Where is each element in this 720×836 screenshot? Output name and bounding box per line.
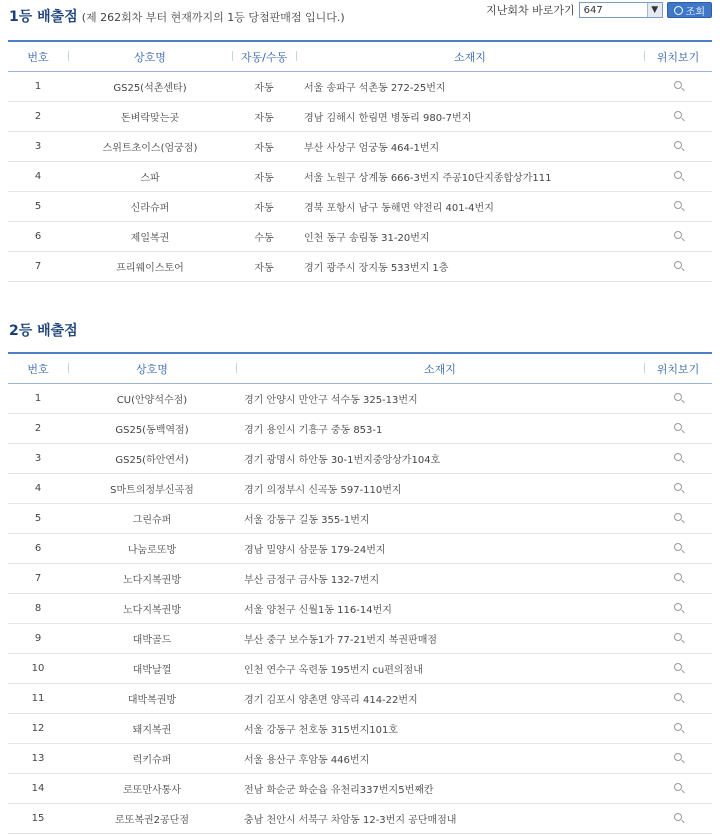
header-type (232, 41, 296, 72)
header-location-text: 위치보기 (656, 362, 700, 376)
store-address: 서울 강동구 길동 355-1번지 (236, 504, 644, 534)
second-prize-title: 2등 배출점 (9, 323, 78, 339)
store-address: 인천 연수구 옥련동 195번지 cu편의점내 (236, 654, 644, 684)
table-row (8, 564, 712, 594)
section-title-text: 1등 배출점 (9, 9, 78, 25)
row-number: 5 (8, 504, 68, 534)
location-cell (644, 774, 712, 804)
round-select-value: 647 (583, 4, 603, 16)
magnifier-icon[interactable] (674, 633, 682, 641)
section-subtitle: (제 262회차 부터 현재까지의 1등 당첨판매점 입니다.) (81, 11, 345, 24)
location-cell (644, 684, 712, 714)
magnifier-icon[interactable] (674, 603, 682, 611)
location-cell (644, 804, 712, 834)
store-name: 노다지복권방 (68, 564, 236, 594)
store-name: 돈벼락맞는곳 (68, 102, 232, 132)
row-number: 6 (8, 534, 68, 564)
row-number: 3 (8, 132, 68, 162)
store-name: 노다지복권방 (68, 594, 236, 624)
store-address: 경기 용인시 기흥구 중동 853-1 (236, 414, 644, 444)
row-number: 4 (8, 474, 68, 504)
table-row (8, 222, 712, 252)
store-address: 경기 광주시 장지동 533번지 1층 (296, 252, 644, 282)
header-name (68, 353, 236, 384)
magnifier-icon[interactable] (674, 783, 682, 791)
store-name: 스위트초이스(엄궁점) (68, 132, 232, 162)
pick-type: 자동 (232, 252, 296, 282)
magnifier-icon[interactable] (674, 171, 682, 179)
location-cell (644, 504, 712, 534)
magnifier-icon[interactable] (674, 723, 682, 731)
store-name: 돼지복권 (68, 714, 236, 744)
row-number: 13 (8, 744, 68, 774)
header-address (236, 353, 644, 384)
table-row (8, 192, 712, 222)
location-cell (644, 102, 712, 132)
magnifier-icon[interactable] (674, 81, 682, 89)
location-cell (644, 132, 712, 162)
header-address-text: 소재지 (424, 362, 456, 376)
store-name: GS25(동백역점) (68, 414, 236, 444)
row-number: 1 (8, 72, 68, 102)
table-header-row (8, 41, 712, 72)
table-row (8, 654, 712, 684)
row-number: 5 (8, 192, 68, 222)
location-cell (644, 384, 712, 414)
location-cell (644, 414, 712, 444)
location-cell (644, 594, 712, 624)
magnifier-icon[interactable] (674, 141, 682, 149)
location-cell (644, 624, 712, 654)
table-row (8, 774, 712, 804)
row-number: 14 (8, 774, 68, 804)
row-number: 1 (8, 384, 68, 414)
second-prize-header (0, 318, 720, 352)
row-number: 2 (8, 414, 68, 444)
header-address (296, 41, 644, 72)
store-name: 그린슈퍼 (68, 504, 236, 534)
search-icon (674, 6, 683, 15)
magnifier-icon[interactable] (674, 543, 682, 551)
row-number: 10 (8, 654, 68, 684)
table-row (8, 72, 712, 102)
store-address: 경북 포항시 남구 동해면 약전리 401-4번지 (296, 192, 644, 222)
magnifier-icon[interactable] (674, 111, 682, 119)
magnifier-icon[interactable] (674, 393, 682, 401)
table-row (8, 444, 712, 474)
header-name-text: 상호명 (134, 50, 166, 64)
row-number: 15 (8, 804, 68, 834)
first-prize-header (0, 0, 720, 40)
store-address: 경남 김해시 한림면 병동리 980-7번지 (296, 102, 644, 132)
magnifier-icon[interactable] (674, 201, 682, 209)
store-name: 대박골드 (68, 624, 236, 654)
magnifier-icon[interactable] (674, 513, 682, 521)
magnifier-icon[interactable] (674, 423, 682, 431)
store-name: 스파 (68, 162, 232, 192)
header-type-text: 자동/수동 (240, 50, 288, 64)
table-row (8, 534, 712, 564)
location-cell (644, 714, 712, 744)
location-cell (644, 192, 712, 222)
search-button[interactable] (667, 2, 712, 18)
table-row (8, 252, 712, 282)
table-row (8, 684, 712, 714)
store-address: 서울 강동구 천호동 315번지101호 (236, 714, 644, 744)
location-cell (644, 474, 712, 504)
store-name: 로또복권2공단점 (68, 804, 236, 834)
round-select[interactable] (579, 2, 663, 18)
row-number: 6 (8, 222, 68, 252)
pick-type: 자동 (232, 162, 296, 192)
store-name: 대박날껄 (68, 654, 236, 684)
store-address: 부산 중구 보수동1가 77-21번지 복권판매점 (236, 624, 644, 654)
row-number: 3 (8, 444, 68, 474)
store-address: 경기 의정부시 신곡동 597-110번지 (236, 474, 644, 504)
header-location (644, 353, 712, 384)
row-number: 11 (8, 684, 68, 714)
table-row (8, 102, 712, 132)
store-name: GS25(석촌센타) (68, 72, 232, 102)
round-jump (486, 2, 712, 18)
magnifier-icon[interactable] (674, 663, 682, 671)
store-name: 나눔로또방 (68, 534, 236, 564)
store-address: 서울 노원구 상계동 666-3번지 주공10단지종합상가111 (296, 162, 644, 192)
header-address-text: 소재지 (454, 50, 486, 64)
table-row (8, 474, 712, 504)
magnifier-icon[interactable] (674, 693, 682, 701)
table-row (8, 504, 712, 534)
store-address: 서울 양천구 신월1동 116-14번지 (236, 594, 644, 624)
table-row (8, 414, 712, 444)
store-address: 서울 용산구 후암동 446번지 (236, 744, 644, 774)
location-cell (644, 534, 712, 564)
row-number: 8 (8, 594, 68, 624)
table-row (8, 624, 712, 654)
store-address: 부산 사상구 엄궁동 464-1번지 (296, 132, 644, 162)
magnifier-icon[interactable] (674, 753, 682, 761)
magnifier-icon[interactable] (674, 231, 682, 239)
magnifier-icon[interactable] (674, 813, 682, 821)
header-location (644, 41, 712, 72)
store-name: 프리웨이스토어 (68, 252, 232, 282)
first-prize-table (8, 40, 712, 282)
chevron-down-icon[interactable]: ▼ (647, 3, 662, 17)
header-name (68, 41, 232, 72)
header-name-text: 상호명 (136, 362, 168, 376)
header-no: 번호 (8, 41, 68, 72)
store-name: 신라슈퍼 (68, 192, 232, 222)
header-no: 번호 (8, 353, 68, 384)
table-row (8, 744, 712, 774)
store-address: 경남 밀양시 삼문동 179-24번지 (236, 534, 644, 564)
pick-type: 자동 (232, 72, 296, 102)
row-number: 4 (8, 162, 68, 192)
table-row (8, 132, 712, 162)
first-prize-title (9, 6, 345, 26)
location-cell (644, 72, 712, 102)
magnifier-icon[interactable] (674, 573, 682, 581)
table-row (8, 714, 712, 744)
store-name: 제일복권 (68, 222, 232, 252)
store-address: 전남 화순군 화순읍 유천리337번지5번째칸 (236, 774, 644, 804)
location-cell (644, 162, 712, 192)
row-number: 7 (8, 252, 68, 282)
table-header-row (8, 353, 712, 384)
magnifier-icon[interactable] (674, 261, 682, 269)
store-address: 충남 천안시 서북구 차암동 12-3번지 공단매점내 (236, 804, 644, 834)
pick-type: 자동 (232, 102, 296, 132)
store-address: 경기 광명시 하안동 30-1번지중앙상가104호 (236, 444, 644, 474)
store-address: 경기 안양시 만안구 석수동 325-13번지 (236, 384, 644, 414)
store-address: 경기 김포시 양촌면 양곡리 414-22번지 (236, 684, 644, 714)
magnifier-icon[interactable] (674, 453, 682, 461)
header-location-text: 위치보기 (656, 50, 700, 64)
row-number: 2 (8, 102, 68, 132)
store-name: GS25(하안연서) (68, 444, 236, 474)
magnifier-icon[interactable] (674, 483, 682, 491)
jump-label: 지난회차 바로가기 (486, 4, 575, 17)
location-cell (644, 252, 712, 282)
search-button-label: 조회 (685, 6, 705, 18)
store-address: 인천 동구 송림동 31-20번지 (296, 222, 644, 252)
store-address: 서울 송파구 석촌동 272-25번지 (296, 72, 644, 102)
table-row (8, 594, 712, 624)
pick-type: 자동 (232, 192, 296, 222)
location-cell (644, 654, 712, 684)
pick-type: 수동 (232, 222, 296, 252)
row-number: 9 (8, 624, 68, 654)
row-number: 7 (8, 564, 68, 594)
table-row (8, 804, 712, 834)
table-row (8, 162, 712, 192)
store-name: 로또만사통사 (68, 774, 236, 804)
second-prize-table (8, 352, 712, 834)
store-name: 럭키슈퍼 (68, 744, 236, 774)
row-number: 12 (8, 714, 68, 744)
store-name: 대박복권방 (68, 684, 236, 714)
pick-type: 자동 (232, 132, 296, 162)
location-cell (644, 564, 712, 594)
table-row (8, 384, 712, 414)
location-cell (644, 222, 712, 252)
location-cell (644, 744, 712, 774)
store-address: 부산 금정구 금사동 132-7번지 (236, 564, 644, 594)
store-name: CU(안양석수점) (68, 384, 236, 414)
store-name: S마트의정부신곡점 (68, 474, 236, 504)
location-cell (644, 444, 712, 474)
